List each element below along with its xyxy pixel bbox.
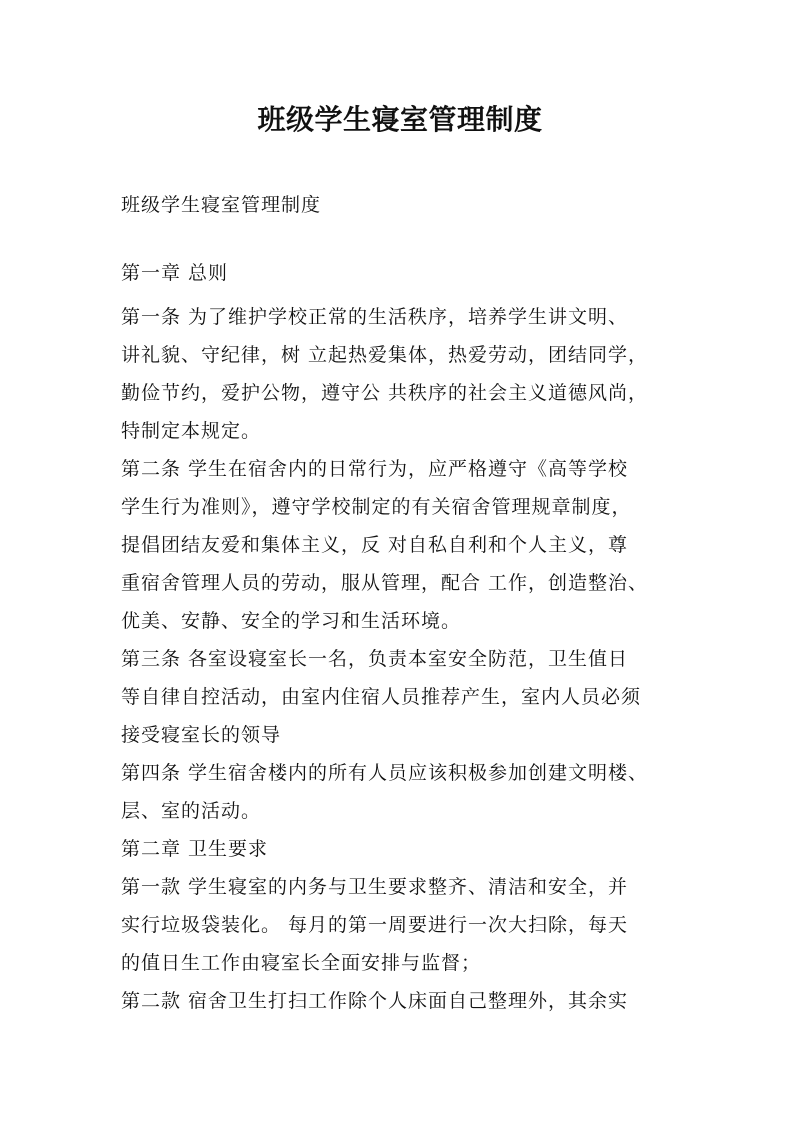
body-line: 第三条 各室设寝室长一名，负责本室安全防范，卫生值日 <box>121 648 629 670</box>
body-line: 第二条 学生在宿舍内的日常行为，应严格遵守《高等学校 <box>121 458 629 480</box>
body-line: 重宿舍管理人员的劳动，服从管理，配合 工作，创造整治、 <box>121 572 649 594</box>
body-line: 特制定本规定。 <box>121 420 262 442</box>
body-line: 层、室的活动。 <box>121 800 262 822</box>
body-line: 讲礼貌、守纪律，树 立起热爱集体，热爱劳动，团结同学， <box>121 344 649 366</box>
body-line: 的值日生工作由寝室长全面安排与监督； <box>121 952 482 974</box>
body-line: 第二款 宿舍卫生打扫工作除个人床面自己整理外，其余实 <box>121 990 629 1012</box>
document-title: 班级学生寝室管理制度 <box>257 103 543 136</box>
body-line: 第一条 为了维护学校正常的生活秩序，培养学生讲文明、 <box>121 306 629 328</box>
body-line: 实行垃圾袋装化。 每月的第一周要进行一次大扫除，每天 <box>121 914 629 936</box>
body-line: 接受寝室长的领导 <box>121 724 282 746</box>
body-line: 等自律自控活动，由室内住宿人员推荐产生，室内人员必须 <box>121 686 642 708</box>
body-line: 学生行为准则》，遵守学校制定的有关宿舍管理规章制度， <box>121 496 632 518</box>
body-line: 勤俭节约，爱护公物，遵守公 共秩序的社会主义道德风尚， <box>121 382 649 404</box>
body-line: 第一章 总则 <box>121 262 229 284</box>
body-line: 第二章 卫生要求 <box>121 838 269 860</box>
body-line: 第一款 学生寝室的内务与卫生要求整齐、清洁和安全，并 <box>121 876 629 898</box>
body-line: 优美、安静、安全的学习和生活环境。 <box>121 610 462 632</box>
body-line: 第四条 学生宿舍楼内的所有人员应该积极参加创建文明楼、 <box>121 762 649 784</box>
document-subtitle: 班级学生寝室管理制度 <box>121 194 322 216</box>
body-line: 提倡团结友爱和集体主义，反 对自私自利和个人主义，尊 <box>121 534 629 556</box>
